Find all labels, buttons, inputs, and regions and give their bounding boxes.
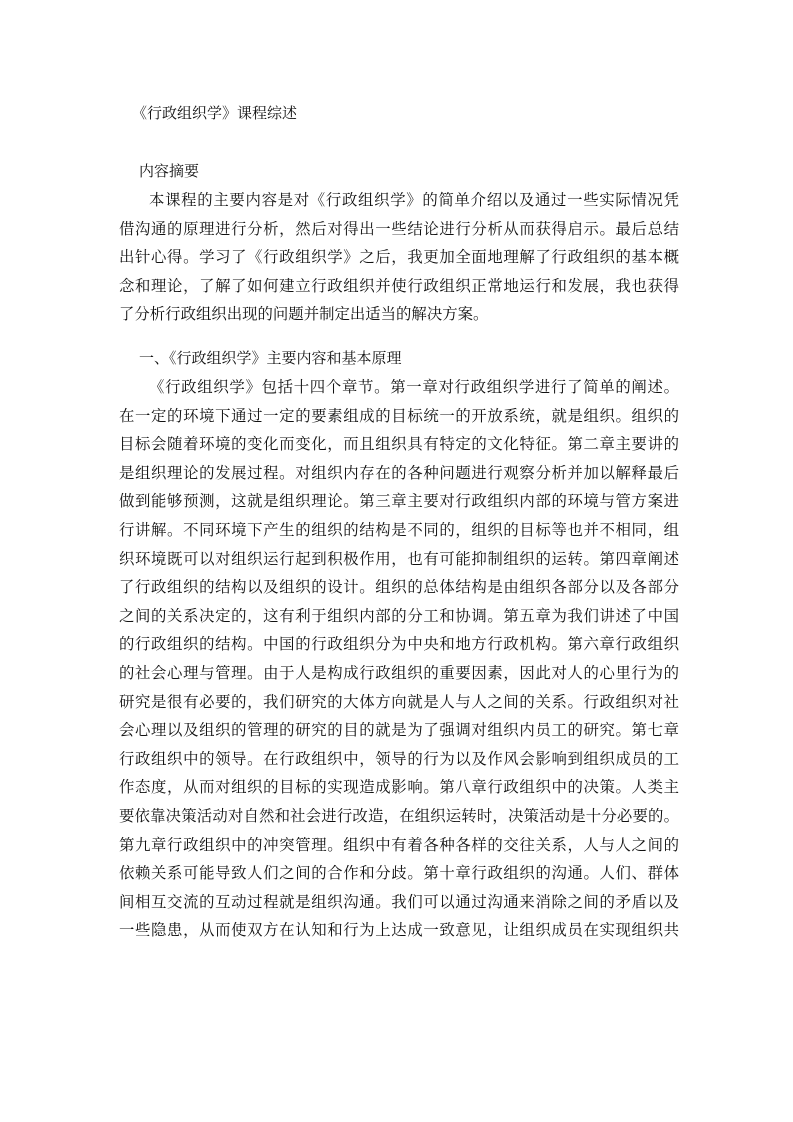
abstract-line: 借沟通的原理进行分析，然后对得出一些结论进行分析从而获得启示。最后总结: [119, 219, 679, 238]
abstract-heading: 内容摘要: [139, 162, 200, 180]
section-paragraph: [119, 373, 679, 945]
section-line: 做到能够预测，这就是组织理论。第三章主要对行政组织内部的环境与管方案进: [119, 492, 679, 511]
section-line: 织环境既可以对组织运行起到积极作用，也有可能抑制组织的运转。第四章阐述: [119, 549, 679, 568]
section-line: 研究是很有必要的，我们研究的大体方向就是人与人之间的关系。行政组织对社: [119, 692, 679, 711]
section-line: 之间的关系决定的，这有利于组织内部的分工和协调。第五章为我们讲述了中国: [119, 606, 679, 625]
section-line: 要依靠决策活动对自然和社会进行改造，在组织运转时，决策活动是十分必要的。: [119, 806, 679, 825]
section-line: 第九章行政组织中的冲突管理。组织中有着各种各样的交往关系，人与人之间的: [119, 835, 679, 854]
section-line: 《行政组织学》包括十四个章节。第一章对行政组织学进行了简单的阐述。: [149, 378, 679, 396]
section-line: 是组织理论的发展过程。对组织内存在的各种问题进行观察分析并加以解释最后: [119, 463, 679, 482]
section-line: 的行政组织的结构。中国的行政组织分为中央和地方行政机构。第六章行政组织: [119, 635, 679, 654]
section-line: 行讲解。不同环境下产生的组织的结构是不同的，组织的目标等也并不相同，组: [119, 520, 679, 539]
section-line: 一些隐患，从而使双方在认知和行为上达成一致意见，让组织成员在实现组织共: [119, 921, 679, 940]
section-line: 间相互交流的互动过程就是组织沟通。我们可以通过沟通来消除之间的矛盾以及: [119, 892, 679, 911]
document-title: 《行政组织学》课程综述: [132, 104, 298, 122]
section-line: 的社会心理与管理。由于人是构成行政组织的重要因素，因此对人的心里行为的: [119, 663, 679, 682]
section-line: 依赖关系可能导致人们之间的合作和分歧。第十章行政组织的沟通。人们、群体: [119, 864, 679, 883]
section-line: 作态度，从而对组织的目标的实现造成影响。第八章行政组织中的决策。人类主: [119, 778, 679, 797]
abstract-line: 了分析行政组织出现的问题并制定出适当的解决方案。: [119, 305, 489, 324]
abstract-line: 出针心得。学习了《行政组织学》之后，我更加全面地理解了行政组织的基本概: [119, 248, 679, 267]
section-line: 目标会随着环境的变化而变化，而且组织具有特定的文化特征。第二章主要讲的: [119, 435, 679, 454]
abstract-paragraph: [119, 186, 679, 329]
section-line: 行政组织中的领导。在行政组织中，领导的行为以及作风会影响到组织成员的工: [119, 749, 679, 768]
section-heading: 一、《行政组织学》主要内容和基本原理: [139, 349, 402, 367]
section-line: 在一定的环境下通过一定的要素组成的目标统一的开放系统，就是组织。组织的: [119, 406, 679, 425]
abstract-line: 念和理论，了解了如何建立行政组织并使行政组织正常地运行和发展，我也获得: [119, 276, 679, 295]
section-line: 会心理以及组织的管理的研究的目的就是为了强调对组织内员工的研究。第七章: [119, 721, 679, 740]
section-line: 了行政组织的结构以及组织的设计。组织的总体结构是由组织各部分以及各部分: [119, 578, 679, 597]
abstract-line: 本课程的主要内容是对《行政组织学》的简单介绍以及通过一些实际情况凭: [149, 191, 679, 209]
